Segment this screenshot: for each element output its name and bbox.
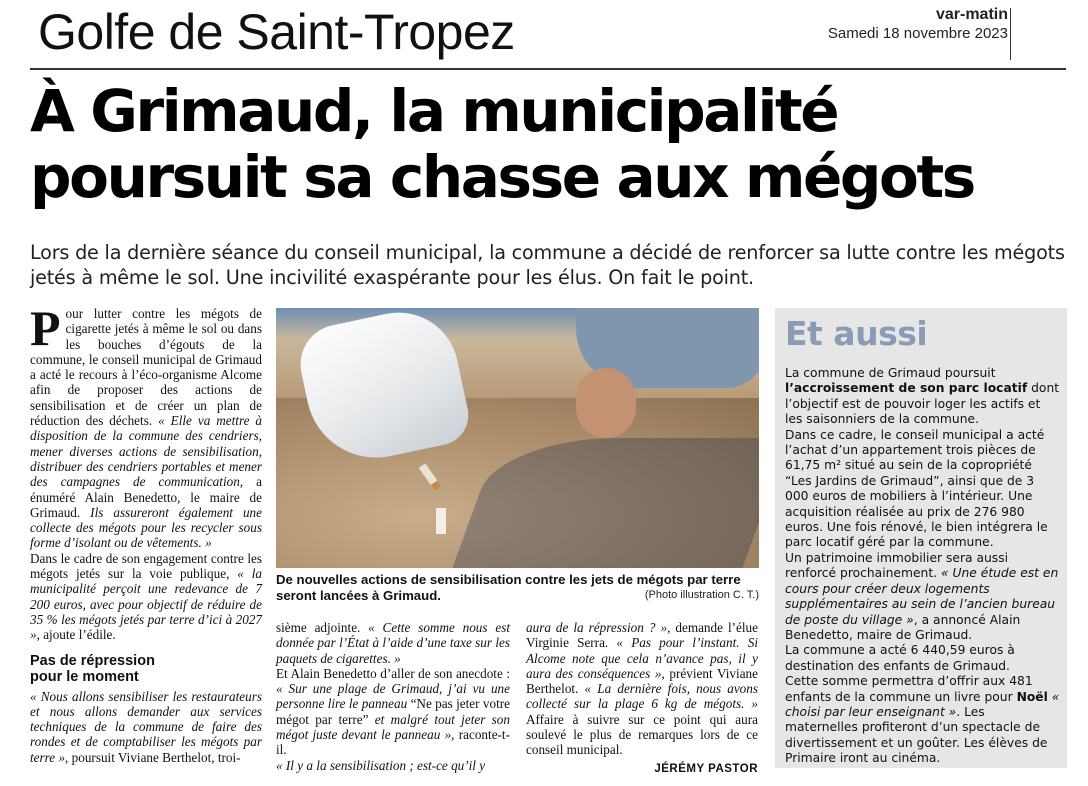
sidebar-box [775,308,1067,768]
sidebar-title: Et aussi [785,314,928,353]
quote: « Elle va mettre à disposition de la commune des cendriers, mener diverses actions de sensibilisation, distribuer des cendriers portables et mener des campagnes de communication, [30,413,262,490]
article-photo [276,308,759,568]
quote: « Sur une plage de Grimaud, j’ai vu une personne lire le panneau [276,681,510,712]
text: a énuméré Alain Benedetto, le maire de Grimaud. [30,474,262,520]
standfirst: Lors de la dernière séance du conseil municipal, la commune a décidé de renforcer sa lutte contre les mégots jetés à même le sol. Une incivilité exaspérante pour les élus. On fait le point. [30,241,1065,289]
headline-line-2: poursuit sa chasse aux mégots [30,143,974,211]
text: . Les maternelles profiteront d’un spectacle de divertissement et un goûter. Les élèves de Primaire iront au cinéma. [785,704,1048,766]
paragraph [30,551,262,643]
text: , ajoute l’édile. [36,627,116,643]
photo-caption [276,572,759,603]
text: dont l’objectif est de pouvoir loger les actifs et les saisonniers de la commune. [785,381,1060,427]
paragraph [785,366,1061,428]
headline-line-1: À Grimaud, la municipalité [30,77,838,145]
paragraph [785,551,1061,643]
text: Affaire à suivre sur ce point qui aura soulevé le plus de remarques lors de ce conseil municipal. [526,711,758,758]
text: La commune de Grimaud poursuit [785,366,996,380]
text: Et Alain Benedetto d’aller de son anecdote : [276,665,510,681]
paragraph [30,689,262,765]
drop-cap: P [30,300,61,356]
headline [30,78,1070,210]
section-title: Golfe de Saint-Tropez [38,4,515,60]
quote: « choisi par leur enseignant » [785,689,1060,719]
subhead-line-2: pour le moment [30,668,139,685]
text: sième adjointe. [276,620,369,635]
text: , a annoncé Alain Benedetto, maire de Grimaud. [785,612,1021,642]
quote: « La dernière fois, nous avons collecté sur la plage 6 kg de mégots. » [526,681,758,712]
quote: « la municipalité perçoit une redevance de 7 200 euros, avec pour objectif de réduire de 35 % les mégots jetés par terre d’ici à 2027 » [30,566,263,643]
article-column-3 [526,620,758,776]
quote: « Cette somme nous est donnée par l’État à l’aide d’une taxe sur les paquets de cigarettes. » [276,620,510,666]
article-column-1 [30,300,263,765]
text: our lutter contre les mégots de cigarette jetés à même le sol ou dans les bouches d’égouts de la commune, le conseil municipal de Grimaud a acté le recours à l’éco-organisme Alcome afin de proposer des actions de sensibilisation et de créer un plan de réduction des déchets. [30,306,262,429]
byline: JÉRÉMY PASTOR [654,763,758,776]
quote: « Pas pour l’instant. Si Alcome note que cela n’avance pas, il y aura des conséquences » [526,635,758,681]
paragraph: La commune a acté 6 440,59 euros à destination des enfants de Grimaud. [785,643,1015,673]
newspaper-brand: var-matin [935,6,1008,23]
text: , poursuit Viviane Berthelot, troi- [65,749,241,765]
quote: aura de la répression ? » [526,620,668,635]
text: Cette somme permettra d’offrir aux 481 enfants de la commune un livre pour [785,674,1033,704]
subhead-line-1: Pas de répression [30,652,155,669]
quote: Ils assureront également une collecte des mégots pour les recycler sous forme d’isolant ou de vêtements. » [30,504,262,551]
quote: et malgré tout jeter son mégot juste devant le panneau » [276,711,510,743]
bold-text: Noël [1016,689,1048,704]
paragraph [30,300,262,551]
masthead-divider [1010,8,1011,60]
sidebar-body [785,366,1061,767]
text: , raconte-t-il. [276,727,510,758]
text: Un patrimoine immobilier sera aussi renforcé prochainement. [785,550,1009,581]
bold-text: l’accroissement de son parc locatif [785,381,1028,396]
masthead [828,6,1008,44]
quote: « Nous allons sensibiliser les restaurateurs et nous allons demander aux services techniques de la commune de faire des rondes et de comptabiliser les mégots par terre » [30,688,262,765]
photo-credit: (Photo illustration C. T.) [644,588,759,601]
top-rule [30,68,1066,70]
article-column-2 [276,620,510,773]
quote: « Une étude est en cours pour créer deux logements supplémentaires au sein de l’ancien bureau de poste du village » [785,566,1059,627]
subhead [30,653,262,685]
quote: « Il y a la sensibilisation ; est-ce qu’il y [276,757,486,773]
paragraph [785,674,1061,766]
sign-text: “Ne pas jeter votre mégot par terre” [276,696,510,727]
text: , prévient Viviane Berthelot. [526,665,758,697]
paragraph: Dans ce cadre, le conseil municipal a acté l’achat d’un appartement trois pièces de 61,75 m² situé au sein de la copropriété “Les Jardins de Grimaud”, ainsi que de 3 000 euros de mobiliers à l’intérieur. Une acquisition réalisée au prix de 276 980 euros. Une fois rénové, le bien intégrera le parc locatif géré par la commune. [785,427,1048,550]
cigarette-butt-icon [436,508,446,534]
caption-text: De nouvelles actions de sensibilisation contre les jets de mégots par terre seront lancées à Grimaud. [276,572,741,603]
text: Dans le cadre de son engagement contre les mégots jetés sur la voie publique, [30,550,262,582]
photo-foot [576,368,636,438]
text: , demande l’élue Virginie Serra. [526,620,758,651]
publication-date: Samedi 18 novembre 2023 [827,25,1008,42]
